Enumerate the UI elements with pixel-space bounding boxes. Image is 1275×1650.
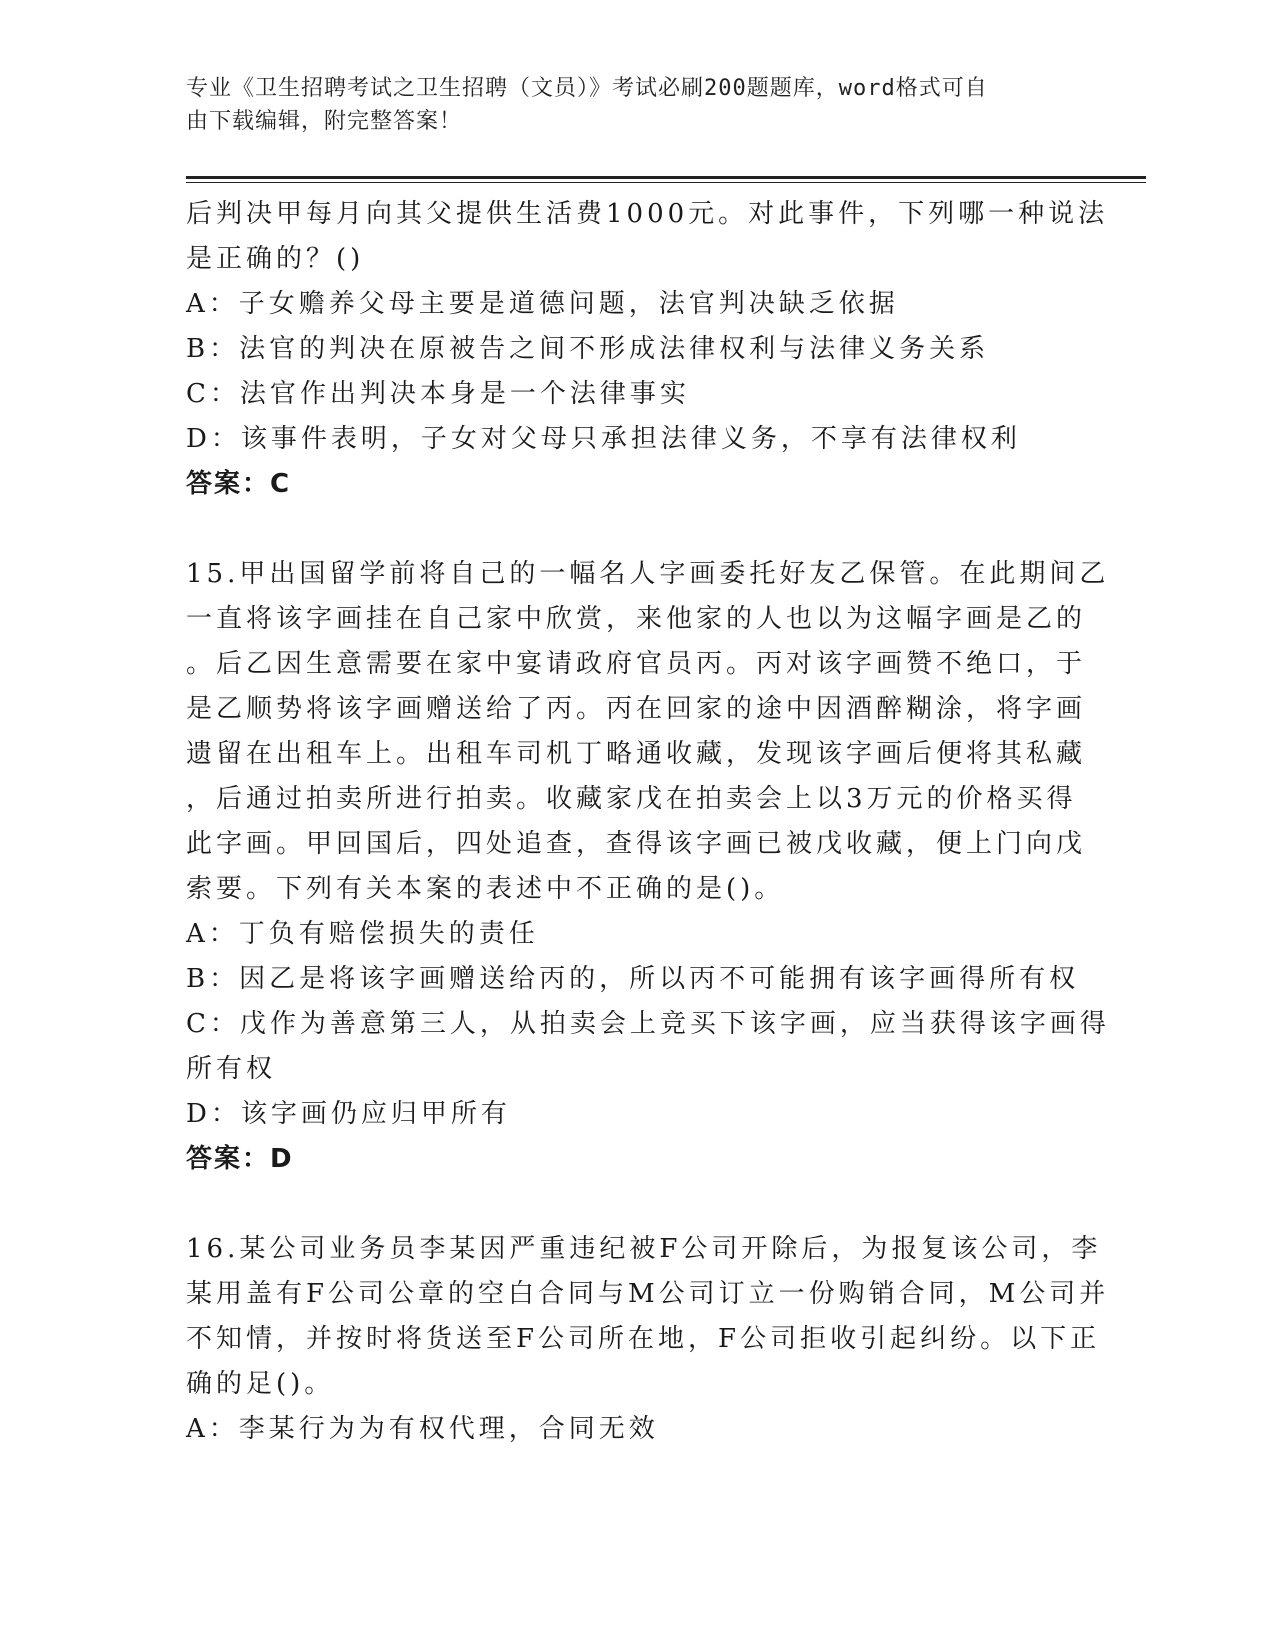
header-rule-thin bbox=[186, 182, 1146, 183]
question-stem-line: 某用盖有F公司公章的空白合同与M公司订立一份购销合同，M公司并 bbox=[186, 1279, 1110, 1309]
option-a: A：李某行为为有权代理，合同无效 bbox=[186, 1414, 659, 1444]
option-b: B：法官的判决在原被告之间不形成法律权利与法律义务关系 bbox=[186, 334, 990, 364]
question-stem-line: 是正确的？() bbox=[186, 244, 365, 274]
question-15 bbox=[186, 552, 1110, 1182]
question-14 bbox=[186, 192, 1109, 507]
option-c: C：戊作为善意第三人，从拍卖会上竞买下该字画，应当获得该字画得 bbox=[186, 1009, 1110, 1039]
header-rule-thick bbox=[186, 176, 1146, 179]
question-stem-line: 索要。下列有关本案的表述中不正确的是()。 bbox=[186, 874, 785, 904]
option-a: A：丁负有赔偿损失的责任 bbox=[186, 919, 539, 949]
spacer bbox=[186, 1182, 1076, 1227]
page-header bbox=[186, 72, 1076, 138]
option-c-continued: 所有权 bbox=[186, 1054, 277, 1084]
question-stem-line: 15.甲出国留学前将自己的一幅名人字画委托好友乙保管。在此期间乙 bbox=[186, 559, 1110, 589]
question-stem-line: 是乙顺势将该字画赠送给了丙。丙在回家的途中因酒醉糊涂，将字画 bbox=[186, 694, 1087, 724]
answer: 答案：D bbox=[186, 1144, 294, 1174]
option-c: C：法官作出判决本身是一个法律事实 bbox=[186, 379, 690, 409]
question-stem-line: 此字画。甲回国后，四处追查，查得该字画已被戊收藏，便上门向戊 bbox=[186, 829, 1087, 859]
question-16 bbox=[186, 1227, 1110, 1452]
answer: 答案：C bbox=[186, 469, 292, 499]
question-stem-line: 确的足()。 bbox=[186, 1369, 335, 1399]
question-stem-line: 不知情，并按时将货送至F公司所在地，F公司拒收引起纠纷。以下正 bbox=[186, 1324, 1101, 1354]
question-stem-line: 一直将该字画挂在自己家中欣赏，来他家的人也以为这幅字画是乙的 bbox=[186, 604, 1087, 634]
question-stem-line: 遗留在出租车上。出租车司机丁略通收藏，发现该字画后便将其私藏 bbox=[186, 739, 1087, 769]
header-line-1: 专业《卫生招聘考试之卫生招聘（文员）》考试必刷200题题库，word格式可自 bbox=[186, 76, 988, 101]
document-body bbox=[186, 192, 1110, 1452]
question-stem-line: 后判决甲每月向其父提供生活费1000元。对此事件，下列哪一种说法 bbox=[186, 199, 1109, 229]
header-line-2: 由下载编辑，附完整答案！ bbox=[186, 109, 463, 134]
question-stem-line: 16.某公司业务员李某因严重违纪被F公司开除后，为报复该公司，李 bbox=[186, 1234, 1102, 1264]
option-d: D：该事件表明，子女对父母只承担法律义务，不享有法律权利 bbox=[186, 424, 1021, 454]
option-d: D：该字画仍应归甲所有 bbox=[186, 1099, 511, 1129]
spacer bbox=[186, 507, 1076, 552]
question-stem-line: 。后乙因生意需要在家中宴请政府官员丙。丙对该字画赞不绝口，于 bbox=[186, 649, 1087, 679]
question-stem-line: ，后通过拍卖所进行拍卖。收藏家戊在拍卖会上以3万元的价格买得 bbox=[186, 784, 1077, 814]
option-b: B：因乙是将该字画赠送给丙的，所以丙不可能拥有该字画得所有权 bbox=[186, 964, 1080, 994]
option-a: A：子女赡养父母主要是道德问题，法官判决缺乏依据 bbox=[186, 289, 899, 319]
